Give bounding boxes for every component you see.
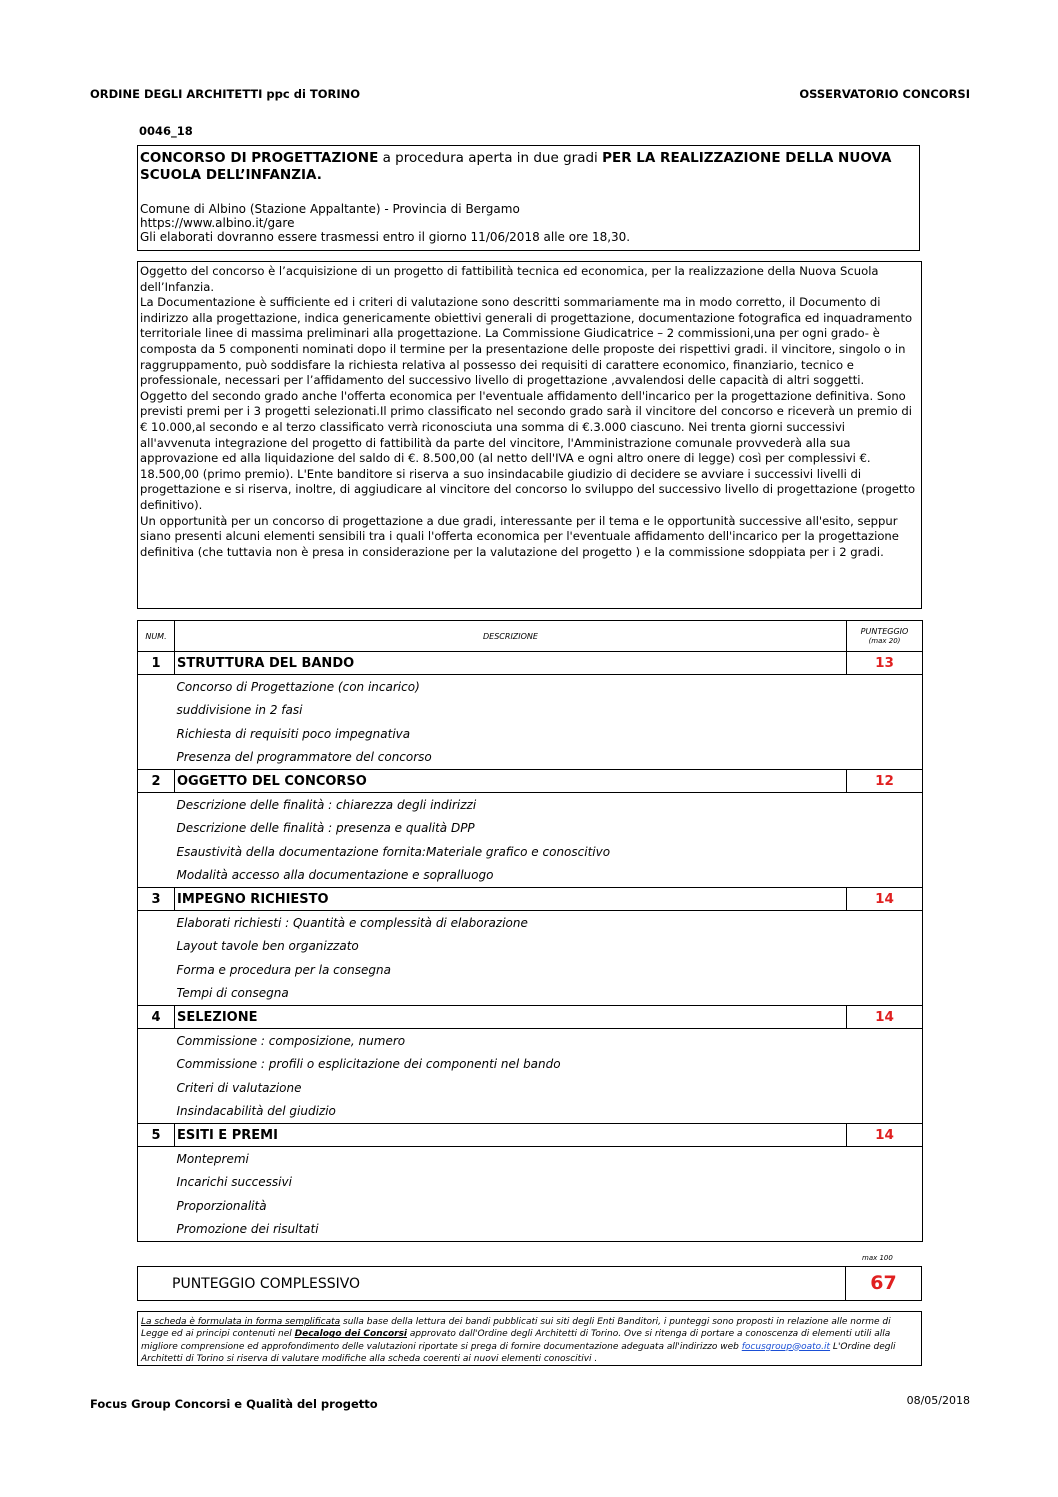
criterion-text: Montepremi (175, 1147, 923, 1171)
criterion-spacer (138, 793, 175, 817)
criterion-spacer (138, 1171, 175, 1195)
email-link[interactable]: focusgroup@oato.it (741, 1341, 831, 1352)
criterion-row (138, 1076, 923, 1100)
total-label: PUNTEGGIO COMPLESSIVO (172, 1276, 361, 1292)
website: https://www.albino.it/gare (140, 216, 295, 230)
total-box (137, 1266, 922, 1301)
criterion-row (138, 699, 923, 723)
criterion-row (138, 817, 923, 841)
criterion-spacer (138, 1218, 175, 1242)
col-score-header (847, 621, 923, 652)
criterion-text: Esaustività della documentazione fornita:Materiale grafico e conoscitivo (175, 840, 923, 864)
header-organization: ORDINE DEGLI ARCHITETTI ppc di TORINO (90, 87, 361, 101)
criterion-spacer (138, 1100, 175, 1124)
criterion-row (138, 675, 923, 699)
criterion-spacer (138, 746, 175, 770)
footer-focus-group: Focus Group Concorsi e Qualità del progetto (90, 1397, 378, 1411)
section-row (138, 770, 923, 793)
table-header-row (138, 621, 923, 652)
section-row (138, 1006, 923, 1029)
document-code: 0046_18 (139, 124, 193, 138)
description-paragraph: La Documentazione è sufficiente ed i criteri di valutazione sono descritti sommariamente ma in modo corretto, il Documento di indirizzo alla progettazione, indica genericamente obiettivi generali di progettazione, documentazione fotografica ed inquadramento territoriale linee di massima preliminari alla progettazione. La Commissione Giudicatrice – 2 commissioni,una per ogni grado- è composta da 5 componenti nominati dopo il termine per la presentazione delle proposte dei rispettivi gradi. il vincitore, singolo o in raggruppamento, può soddisfare la richiesta relativa al possesso dei requisiti di carattere economico, finanziario, tecnico e professionale, necessari per l’affidamento del successivo livello di progettazione ,avvalendosi delle capacità di altri soggetti. (140, 295, 913, 388)
competition-title (140, 150, 917, 184)
criterion-spacer (138, 840, 175, 864)
criterion-row (138, 958, 923, 982)
note-decalogo: Decalogo dei Concorsi (294, 1329, 408, 1340)
criterion-text: Richiesta di requisiti poco impegnativa (175, 722, 923, 746)
competition-meta (140, 202, 917, 244)
criterion-row (138, 1218, 923, 1242)
deadline: Gli elaborati dovranno essere trasmessi entro il giorno 11/06/2018 alle ore 18,30. (140, 230, 631, 244)
note-text-3: L'Ordine degli Architetti di Torino si riserva di valutare modifiche alla scheda coerenti ai nuovi elementi conoscitivi . (141, 1341, 896, 1364)
criterion-spacer (138, 1053, 175, 1077)
total-score: 67 (845, 1267, 921, 1300)
footer-date: 08/05/2018 (906, 1394, 970, 1407)
header-observatory: OSSERVATORIO CONCORSI (799, 87, 970, 101)
note-underlined: La scheda è formulata in forma semplificata (141, 1317, 341, 1327)
section-name: STRUTTURA DEL BANDO (175, 652, 847, 675)
section-name: OGGETTO DEL CONCORSO (175, 770, 847, 793)
criterion-spacer (138, 675, 175, 699)
criterion-row (138, 1100, 923, 1124)
section-score: 14 (847, 1006, 923, 1029)
description-paragraph: Oggetto del secondo grado anche l'offerta economica per l'eventuale affidamento dell'incarico per la progettazione definitiva. Sono previsti premi per i 3 progetti selezionati.Il primo classificato nel secondo grado sarà il vincitore del concorso e riceverà un premio di € 10.000,al secondo e al terzo classificato verrà riconosciuta una somma di €.3.000 ciascuno. Nei trenta giorni successivi all'avvenuta integrazione del progetto di fattibilità da parte del vincitore, l'Amministrazione comunale provvederà alla sua approvazione ed alla liquidazione del saldo di €. 8.500,00 (al netto dell'IVA e ogni altro onere di legge) così per complessivi €. 18.500,00 (primo premio). L'Ente banditore si riserva a suo insindacabile giudizio di decidere se avviare i successivi livelli di progettazione e si riserva, inoltre, di aggiudicare al vincitore del concorso lo sviluppo del successivo livello di progettazione (progetto definitivo). (140, 388, 916, 512)
max-label: max 100 (862, 1254, 893, 1262)
criterion-text: Descrizione delle finalità : chiarezza degli indirizzi (175, 793, 923, 817)
criterion-text: Forma e procedura per la consegna (175, 958, 923, 982)
section-number: 2 (138, 770, 175, 793)
criterion-spacer (138, 1076, 175, 1100)
criterion-text: Elaborati richiesti : Quantità e complessità di elaborazione (175, 911, 923, 935)
col-desc-header: DESCRIZIONE (175, 621, 847, 652)
criterion-spacer (138, 864, 175, 888)
title-bold-2: PER LA REALIZZAZIONE DELLA NUOVA SCUOLA DELL’INFANZIA. (140, 150, 892, 183)
description-paragraph: Un opportunità per un concorso di progettazione a due gradi, interessante per il tema e le opportunità successive all'esito, seppur siano presenti alcuni elementi sensibili tra i quali l'offerta economica per l'eventuale affidamento dell'incarico per la progettazione definitiva (che tuttavia non è presa in considerazione per la valutazione del progetto ) e la commissione sdoppiata per i 2 gradi. (140, 513, 899, 559)
criterion-row (138, 722, 923, 746)
criterion-row (138, 1029, 923, 1053)
criterion-text: Layout tavole ben organizzato (175, 935, 923, 959)
description-box (137, 261, 922, 609)
section-row (138, 1124, 923, 1147)
criterion-spacer (138, 911, 175, 935)
criterion-spacer (138, 722, 175, 746)
section-score: 12 (847, 770, 923, 793)
criterion-text: Insindacabilità del giudizio (175, 1100, 923, 1124)
col-num-header: NUM. (138, 621, 175, 652)
criterion-spacer (138, 1194, 175, 1218)
section-number: 5 (138, 1124, 175, 1147)
description-paragraph: Oggetto del concorso è l’acquisizione di un progetto di fattibilità tecnica ed economica, per la realizzazione della Nuova Scuola dell’Infanzia. (140, 264, 879, 294)
section-number: 3 (138, 888, 175, 911)
criterion-text: Commissione : composizione, numero (175, 1029, 923, 1053)
criterion-text: Presenza del programmatore del concorso (175, 746, 923, 770)
criterion-spacer (138, 958, 175, 982)
criterion-text: Proporzionalità (175, 1194, 923, 1218)
score-header-sub: (max 20) (868, 636, 901, 645)
section-row (138, 652, 923, 675)
criterion-row (138, 793, 923, 817)
score-table (137, 620, 923, 1242)
criterion-spacer (138, 1147, 175, 1171)
note-text-2: approvato dall'Ordine degli Architetti di Torino. Ove si ritenga di portare a conoscenza di elementi utili alla migliore comprensione ed approfondimento delle valutazioni riportate si prega di fornire documentazione adeguata all'indirizzo web (141, 1329, 891, 1352)
criterion-row (138, 840, 923, 864)
criterion-row (138, 1194, 923, 1218)
section-number: 1 (138, 652, 175, 675)
section-row (138, 888, 923, 911)
contracting-authority: Comune di Albino (Stazione Appaltante) - Provincia di Bergamo (140, 202, 520, 216)
section-name: ESITI E PREMI (175, 1124, 847, 1147)
title-box (137, 145, 920, 251)
criterion-spacer (138, 817, 175, 841)
section-name: SELEZIONE (175, 1006, 847, 1029)
criterion-row (138, 911, 923, 935)
criterion-row (138, 982, 923, 1006)
section-name: IMPEGNO RICHIESTO (175, 888, 847, 911)
criterion-text: Tempi di consegna (175, 982, 923, 1006)
criterion-text: Descrizione delle finalità : presenza e qualità DPP (175, 817, 923, 841)
criterion-text: Commissione : profili o esplicitazione dei componenti nel bando (175, 1053, 923, 1077)
criterion-row (138, 935, 923, 959)
criterion-text: Promozione dei risultati (175, 1218, 923, 1242)
title-normal: a procedura aperta in due gradi (378, 150, 603, 166)
score-header-label: PUNTEGGIO (860, 626, 909, 636)
note-text-1: sulla base della lettura dei bandi pubblicati sui siti degli Enti Banditori, i punteggi sono proposti in relazione alle norme di Legge ed ai principi contenuti nel (141, 1317, 891, 1340)
criterion-spacer (138, 982, 175, 1006)
criterion-spacer (138, 1029, 175, 1053)
criterion-text: Modalità accesso alla documentazione e sopralluogo (175, 864, 923, 888)
section-score: 13 (847, 652, 923, 675)
criterion-spacer (138, 935, 175, 959)
criterion-row (138, 1147, 923, 1171)
title-bold: CONCORSO DI PROGETTAZIONE (140, 150, 379, 166)
disclaimer-note (137, 1311, 922, 1366)
criterion-row (138, 1053, 923, 1077)
criterion-text: Concorso di Progettazione (con incarico) (175, 675, 923, 699)
section-score: 14 (847, 1124, 923, 1147)
criterion-row (138, 746, 923, 770)
section-score: 14 (847, 888, 923, 911)
criterion-row (138, 864, 923, 888)
criterion-text: Incarichi successivi (175, 1171, 923, 1195)
criterion-text: suddivisione in 2 fasi (175, 699, 923, 723)
section-number: 4 (138, 1006, 175, 1029)
criterion-spacer (138, 699, 175, 723)
criterion-row (138, 1171, 923, 1195)
criterion-text: Criteri di valutazione (175, 1076, 923, 1100)
